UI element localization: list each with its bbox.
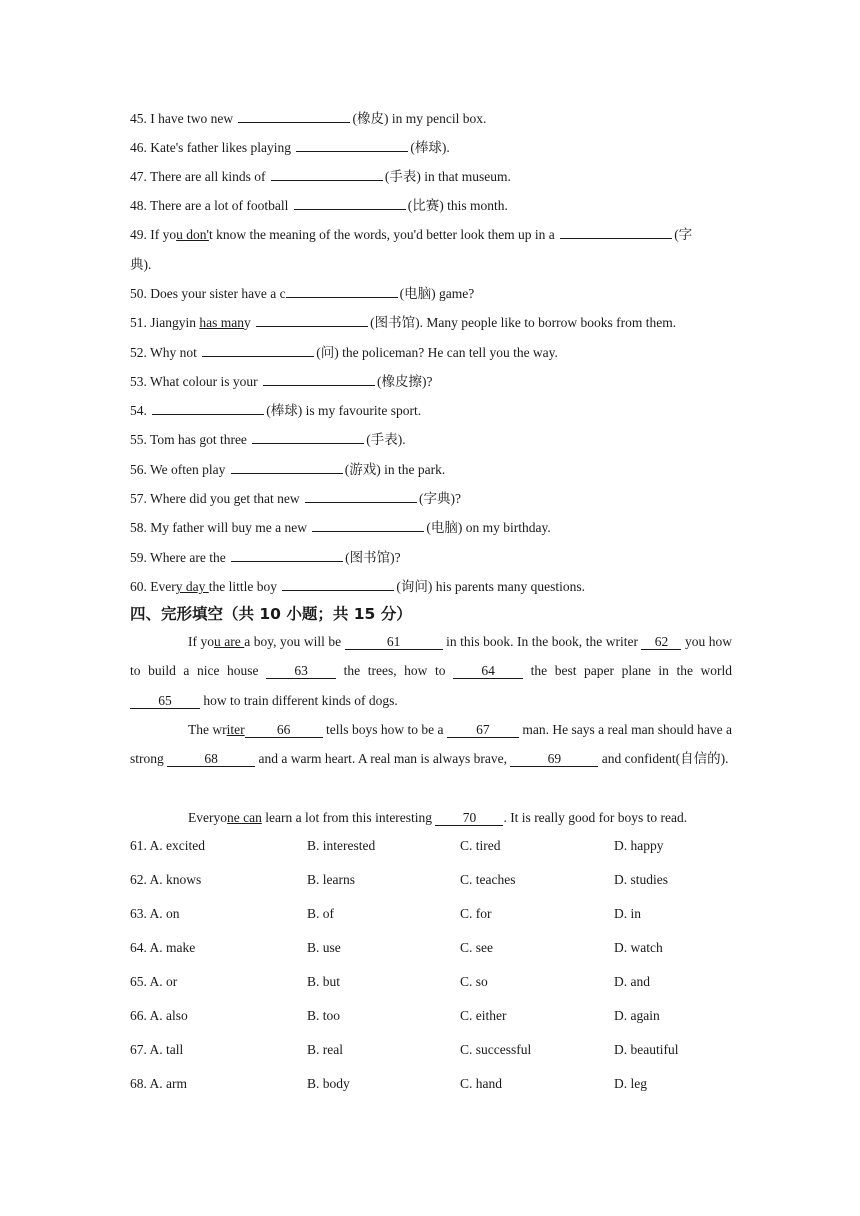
- question-text: If yo: [150, 227, 177, 242]
- option-d[interactable]: D. happy: [614, 838, 664, 853]
- question-hint: (字典)?: [418, 491, 461, 506]
- option-b[interactable]: B. but: [307, 974, 341, 989]
- question-number: 58.: [130, 520, 147, 535]
- question-text: There are a lot of football: [150, 198, 289, 213]
- option-c[interactable]: C. successful: [460, 1042, 532, 1057]
- option-a[interactable]: 61. A. excited: [130, 838, 205, 853]
- option-c[interactable]: C. hand: [460, 1076, 502, 1091]
- question-text: Jiangyin: [150, 315, 200, 330]
- question-45: [130, 110, 732, 128]
- question-number: 47.: [130, 169, 147, 184]
- question-hint: (字: [674, 227, 693, 242]
- passage-text: man. He says a real man should have a strong: [130, 722, 733, 767]
- options-row-65: [130, 974, 750, 992]
- answer-blank[interactable]: [202, 344, 314, 357]
- question-text: My father will buy me a new: [150, 520, 307, 535]
- question-49: [130, 226, 732, 244]
- question-text: Ever: [150, 579, 176, 594]
- option-b[interactable]: B. use: [307, 940, 341, 955]
- options-row-67: [130, 1042, 750, 1060]
- option-d[interactable]: D. in: [614, 906, 641, 921]
- question-text: I have two new: [150, 111, 234, 126]
- question-hint: (游戏) in the park.: [344, 462, 446, 477]
- cloze-blank-65[interactable]: 65: [130, 693, 200, 709]
- option-b[interactable]: B. body: [307, 1076, 350, 1091]
- passage-text: learn a lot from this interesting: [261, 810, 433, 825]
- option-b[interactable]: B. too: [307, 1008, 341, 1023]
- question-hint-continued: 典).: [130, 257, 152, 272]
- option-c[interactable]: C. tired: [460, 838, 501, 853]
- option-a[interactable]: 63. A. on: [130, 906, 180, 921]
- question-text: We often play: [150, 462, 226, 477]
- question-text: Where are the: [150, 550, 226, 565]
- answer-blank[interactable]: [231, 461, 343, 474]
- option-b[interactable]: B. of: [307, 906, 334, 921]
- passage-text: a boy, you will be: [244, 634, 342, 649]
- option-c[interactable]: C. so: [460, 974, 488, 989]
- options-row-66: [130, 1008, 750, 1026]
- question-text: Does your sister have a c: [150, 286, 286, 301]
- passage-paragraph-1: [130, 627, 732, 715]
- question-hint: (询问) his parents many questions.: [396, 579, 585, 594]
- question-number: 60.: [130, 579, 147, 594]
- option-d[interactable]: D. leg: [614, 1076, 647, 1091]
- option-b[interactable]: B. learns: [307, 872, 355, 887]
- passage-text-underlined: ne can: [226, 810, 262, 825]
- cloze-blank-68[interactable]: 68: [167, 751, 255, 767]
- question-55: [130, 431, 732, 449]
- question-59: [130, 549, 732, 567]
- options-row-68: [130, 1076, 750, 1094]
- cloze-blank-61[interactable]: 61: [345, 634, 443, 650]
- question-text: There are all kinds of: [150, 169, 266, 184]
- question-text: Tom has got three: [150, 432, 247, 447]
- passage-text: the trees, how to: [343, 663, 446, 679]
- option-a[interactable]: 67. A. tall: [130, 1042, 184, 1057]
- question-number: 51.: [130, 315, 147, 330]
- cloze-blank-70[interactable]: 70: [435, 810, 503, 826]
- question-49-continued: [130, 256, 732, 274]
- question-hint: (电脑) on my birthday.: [426, 520, 551, 535]
- question-number: 55.: [130, 432, 147, 447]
- question-57: [130, 490, 732, 508]
- question-number: 50.: [130, 286, 147, 301]
- question-hint: (橡皮) in my pencil box.: [352, 111, 487, 126]
- answer-blank[interactable]: [252, 431, 364, 444]
- option-b[interactable]: B. real: [307, 1042, 343, 1057]
- question-56: [130, 461, 732, 479]
- passage-text: and confident(自信的).: [601, 751, 729, 767]
- question-text: Why not: [150, 345, 197, 360]
- question-text: y: [244, 315, 251, 330]
- question-number: 56.: [130, 462, 147, 477]
- options-row-64: [130, 940, 750, 958]
- question-text: Where did you get that new: [150, 491, 300, 506]
- question-hint: (棒球) is my favourite sport.: [266, 403, 422, 418]
- option-d[interactable]: D. beautiful: [614, 1042, 679, 1057]
- passage-paragraph-2: [130, 715, 732, 774]
- question-hint: (图书馆)?: [345, 550, 401, 565]
- question-text-underlined: has man: [199, 315, 244, 330]
- cloze-blank-69[interactable]: 69: [510, 751, 598, 767]
- question-text: What colour is your: [150, 374, 258, 389]
- question-50: [130, 285, 732, 303]
- answer-blank[interactable]: [560, 226, 672, 239]
- passage-text-underlined: u are: [214, 634, 245, 649]
- passage-text: Everyo: [188, 810, 227, 825]
- passage-text: If yo: [188, 634, 215, 649]
- cloze-blank-64[interactable]: 64: [453, 663, 523, 679]
- question-text-underlined: y day: [175, 579, 209, 594]
- question-number: 57.: [130, 491, 147, 506]
- question-text-underlined: u don': [176, 227, 209, 242]
- answer-blank[interactable]: [152, 402, 264, 415]
- question-hint: (手表) in that museum.: [384, 169, 511, 184]
- passage-text: how to train different kinds of dogs.: [203, 692, 398, 708]
- question-46: [130, 139, 732, 157]
- passage-text: and a warm heart. A real man is always brave,: [258, 751, 508, 767]
- answer-blank[interactable]: [296, 139, 408, 152]
- question-53: [130, 373, 732, 391]
- option-a[interactable]: 65. A. or: [130, 974, 178, 989]
- question-48: [130, 197, 732, 215]
- question-58: [130, 519, 732, 537]
- answer-blank[interactable]: [305, 490, 417, 503]
- question-number: 49.: [130, 227, 147, 242]
- option-c[interactable]: C. for: [460, 906, 492, 921]
- cloze-blank-63[interactable]: 63: [266, 663, 336, 679]
- question-text: the little boy: [208, 579, 277, 594]
- question-number: 48.: [130, 198, 147, 213]
- answer-blank[interactable]: [312, 519, 424, 532]
- option-d[interactable]: D. and: [614, 974, 650, 989]
- options-row-61: [130, 838, 750, 856]
- option-a[interactable]: 64. A. make: [130, 940, 196, 955]
- answer-blank[interactable]: [263, 373, 375, 386]
- option-a[interactable]: 62. A. knows: [130, 872, 202, 887]
- passage-text-underlined: iter: [226, 722, 245, 737]
- question-number: 46.: [130, 140, 147, 155]
- section-heading: 四、完形填空（共 10 小题；共 15 分）: [130, 605, 412, 623]
- passage-text: . It is really good for boys to read.: [503, 810, 688, 825]
- option-c[interactable]: C. either: [460, 1008, 507, 1023]
- answer-blank[interactable]: [282, 578, 394, 591]
- question-text: Kate's father likes playing: [150, 140, 292, 155]
- option-c[interactable]: C. see: [460, 940, 493, 955]
- option-b[interactable]: B. interested: [307, 838, 376, 853]
- passage-text: tells boys how to be a: [326, 722, 444, 737]
- option-a[interactable]: 66. A. also: [130, 1008, 188, 1023]
- options-row-62: [130, 872, 750, 890]
- question-number: 59.: [130, 550, 147, 565]
- cloze-blank-66[interactable]: 66: [245, 722, 323, 738]
- option-a[interactable]: 68. A. arm: [130, 1076, 188, 1091]
- question-47: [130, 168, 732, 186]
- question-hint: (问) the policeman? He can tell you the way.: [316, 345, 558, 360]
- question-hint: (比赛) this month.: [407, 198, 508, 213]
- question-number: 54.: [130, 403, 147, 418]
- cloze-blank-67[interactable]: 67: [447, 722, 519, 738]
- question-hint: (图书馆). Many people like to borrow books from them.: [370, 315, 677, 330]
- question-text: t know the meaning of the words, you'd better look them up in a: [208, 227, 555, 242]
- answer-blank[interactable]: [271, 168, 383, 181]
- answer-blank[interactable]: [294, 197, 406, 210]
- answer-blank[interactable]: [286, 285, 398, 298]
- question-hint: (手表).: [366, 432, 406, 447]
- question-54: [130, 402, 732, 420]
- passage-text: you how to build a nice house: [130, 634, 732, 679]
- question-number: 53.: [130, 374, 147, 389]
- option-d[interactable]: D. watch: [614, 940, 663, 955]
- passage-text: The wr: [188, 722, 227, 737]
- question-number: 45.: [130, 111, 147, 126]
- options-row-63: [130, 906, 750, 924]
- question-hint: (电脑) game?: [399, 286, 475, 301]
- question-hint: (橡皮擦)?: [377, 374, 433, 389]
- passage-paragraph-3: [130, 803, 732, 832]
- answer-blank[interactable]: [231, 549, 343, 562]
- option-c[interactable]: C. teaches: [460, 872, 516, 887]
- answer-blank[interactable]: [238, 110, 350, 123]
- passage-text: in this book. In the book, the writer: [446, 634, 638, 649]
- question-hint: (棒球).: [410, 140, 450, 155]
- answer-blank[interactable]: [256, 314, 368, 327]
- option-d[interactable]: D. studies: [614, 872, 668, 887]
- cloze-blank-62[interactable]: 62: [641, 634, 681, 650]
- option-d[interactable]: D. again: [614, 1008, 660, 1023]
- passage-text: the best paper plane in the world: [530, 663, 733, 679]
- question-60: [130, 578, 732, 596]
- question-number: 52.: [130, 345, 147, 360]
- question-51: [130, 314, 732, 332]
- question-52: [130, 344, 732, 362]
